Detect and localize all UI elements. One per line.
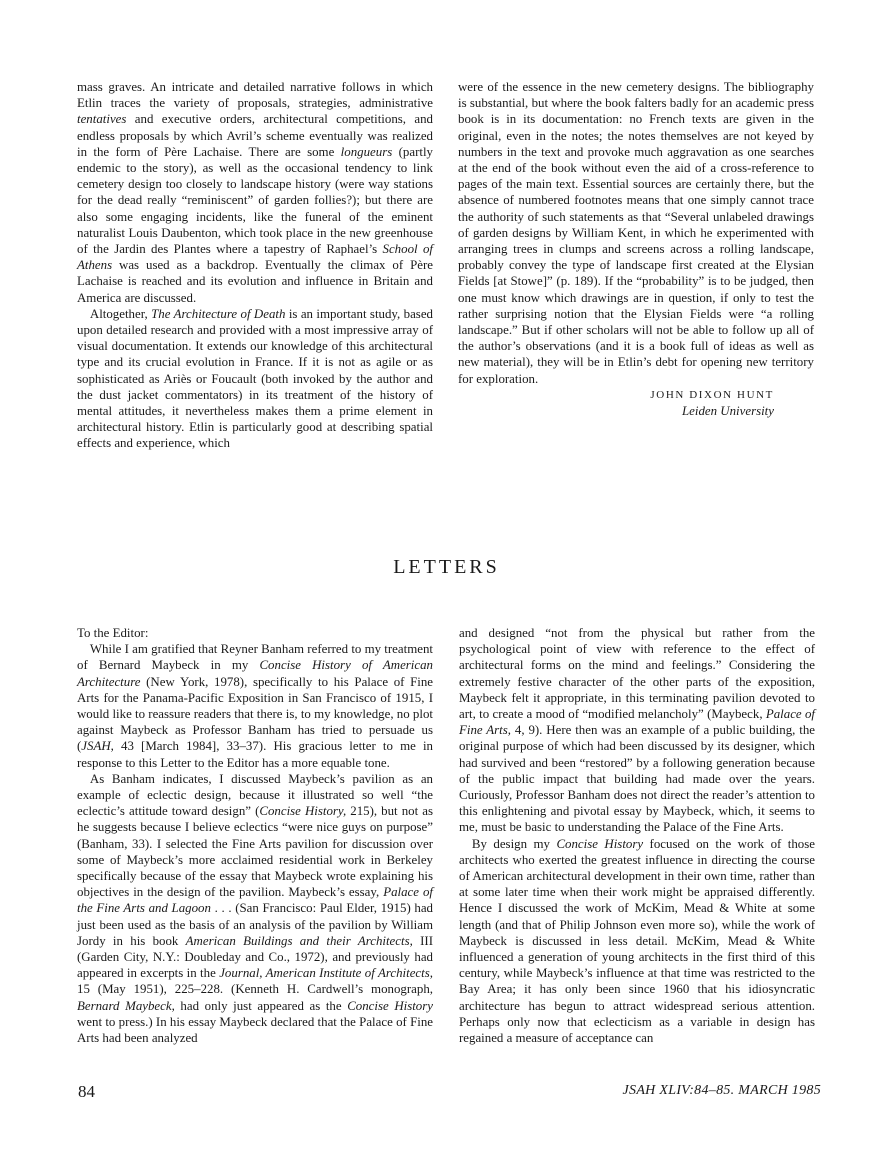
text-run: . . . (San Francisco: Paul Elder, 1915) had just been used as the basis of an analysis of the pavilion by William Jordy in his book (77, 901, 433, 948)
review-signature (458, 387, 814, 419)
text-run: were of the essence in the new cemetery designs. The bibliography is substantial, but where the book falters badly for an academic press book is in its documentation: no French texts are given in the original, even in the notes; the notes themselves are not keyed by numbers in the text and provoke much aggravation as one searches at the end of the book without even the aid of a cross-reference to pages of the main text. Essential sources are certainly there, but the absence of numbered footnotes means that one simply cannot trace the authority of such statements as that “Several unlabeled drawings of garden designs by William Kent, in which he experimented with arranging trees in clumps and screens across a rolling landscape, probably convey the type of landscape first created at the Elysian Fields [at Stowe]” (p. 189). If the “probability” is to be judged, then one must know which drawings are in question, if only to test the rather surprising notion that the Elysian Fields were “a rolling landscape.” But if other scholars will not be able to follow up all of the author’s observations (and it is a book full of ideas as well as new material), they will be in Etlin’s debt for opening new territory for exploration. (458, 80, 814, 386)
page-number: 84 (78, 1082, 95, 1101)
text-run: III (Garden City, N.Y.: Doubleday and Co., 1972), and previously had appeared in excerpts in the (77, 933, 433, 981)
italic-text: The Architecture of Death (151, 306, 286, 321)
italic-text: School of Athens (77, 242, 433, 273)
reviewer-name: JOHN DIXON HUNT (650, 388, 774, 401)
text-run: went to press.) In his essay Maybeck declared that the Palace of Fine Arts had been analyzed (77, 1014, 433, 1046)
italic-text: Concise History (347, 998, 433, 1013)
paragraph (77, 641, 433, 771)
text-run: was used as a backdrop. Eventually the climax of Père Lachaise is reached and its evolution and influence in Britain and America are discussed. (77, 258, 433, 305)
italic-text: Concise History of American Architecture (77, 658, 433, 689)
italic-text: American Buildings and their Architects, (185, 933, 413, 948)
italic-text: tentatives (77, 112, 127, 127)
paragraph (77, 771, 433, 1046)
text-run: mass graves. An intricate and detailed narrative follows in which Etlin traces the variety of proposals, strategies, administrative (77, 80, 433, 111)
paragraph (459, 625, 815, 836)
paragraph (77, 306, 433, 452)
text-run: 215), but not as he suggests because I believe eclectics “were nice guys on purpose” (Banham, 33). I selected the Fine Arts pavilion for discussion over some of Maybeck’s more acclaimed residential work in Berkeley specifically because of the essay that Maybeck wrote explaining his objectives in the design of the pavilion. Maybeck’s essay, (77, 804, 433, 900)
italic-text: Bernard Maybeck, (77, 998, 175, 1013)
text-run: is an important study, based upon detailed research and provided with a most impressive array of visual documentation. It extends our knowledge of this architectural type and its crucial evolution in France. If it is not as agile or as sophisticated as Ariès or Foucault (both invoked by the author and the dust jacket commentators) in its treatment of the history of mental attitudes, it nevertheless makes them a prime element in architectural history. Etlin is particularly good at describing spatial effects and experience, which (77, 306, 433, 451)
letter-column-right (459, 625, 815, 1046)
paragraph (77, 625, 433, 641)
paragraph (458, 79, 814, 387)
text-run: focused on the work of those architects who exerted the greatest influence in directing the course of American architectural development in their own time, rather than at some later time when their work might be appraised differently. Hence I discussed the work of McKim, Mead & White at some length (and that of Philip Johnson even more so), while the work of Maybeck is discussed in less detail. McKim, Mead & White influenced a generation of young architects in the first third of this century, while Maybeck’s influence at that time was restricted to the Bay Area; it has only been since 1960 that his idiosyncratic architecture has begun to attract widespread serious attention. Perhaps only now that eclecticism as a variable in design has regained a measure of acceptance can (459, 836, 815, 1046)
text-run: had only just appeared as the (174, 998, 348, 1013)
italic-text: longueurs (340, 144, 393, 159)
text-run: 4, 9). Here then was an example of a public building, the original purpose of which had been discussed by its designer, which had survived and been “restored” by a following generation because of the public impact that building had made over the years. Curiously, Professor Banham does not direct the reader’s attention to this enlightening and pivotal essay by Maybeck, which, it seems to me, must be basic to understanding the Palace of the Fine Arts. (459, 723, 815, 835)
paragraph (77, 79, 433, 306)
letter-column-left (77, 625, 433, 1046)
text-run: (New York, 1978), specifically to his Palace of Fine Arts for the Panama-Pacific Exposition in San Francisco of 1915, I would like to reassure readers that there is, to my knowledge, no plot against Maybeck as Professor Banham has tried to persuade us ( (77, 674, 433, 754)
italic-text: Journal, American Institute of Architects, (219, 966, 433, 981)
text-run: By design my (471, 836, 557, 851)
italic-text: Concise History (556, 836, 644, 851)
text-run: 15 (May 1951), 225–228. (Kenneth H. Cardwell’s monograph, (77, 982, 433, 997)
text-run: (partly endemic to the story), as well as the occasional tendency to link cemetery design too closely to landscape history (were way stations for the dead really “reminiscent” of garden follies?); but there are also some engaging incidents, like the funeral of the eminent naturalist Louis Daubenton, which took place in the new greenhouse of the Jardin des Plantes where a tapestry of Raphael’s (77, 144, 433, 257)
text-run: Altogether, (89, 306, 152, 321)
section-heading: LETTERS (393, 556, 500, 578)
text-run: While I am gratified that Reyner Banham referred to my treatment of Bernard Maybeck in my (77, 642, 433, 673)
journal-citation: JSAH XLIV:84–85. MARCH 1985 (622, 1083, 821, 1098)
review-column-right-body (458, 79, 814, 387)
italic-text: Concise History, (259, 804, 347, 819)
reviewer-affiliation: Leiden University (681, 404, 774, 419)
text-run: 43 [March 1984], 33–37). His gracious letter to me in response to this Letter to the Editor has a more equable tone. (77, 739, 433, 770)
text-run: and designed “not from the physical but rather from the psychological point of view with reference to the effect of architectural forms on the mind and feelings.” Considering the extremely festive character of the other parts of the exposition, Maybeck felt it appropriate, in this terminating pavilion devoted to art, to create a mood of “modified melancholy” (Maybeck, (459, 626, 815, 722)
text-run: To the Editor: (77, 626, 149, 640)
review-column-right (458, 79, 814, 419)
paragraph (459, 836, 815, 1047)
italic-text: JSAH, (81, 739, 114, 754)
text-run: As Banham indicates, I discussed Maybeck’s pavilion as an example of eclectic design, because it illustrated so well “the eclectic’s attitude toward design” ( (77, 771, 433, 819)
text-run: and executive orders, architectural competitions, and endless proposals by which Avril’s scheme eventually was realized in the form of Père Lachaise. There are some (77, 112, 433, 159)
italic-text: Palace of the Fine Arts and Lagoon (77, 885, 433, 916)
review-column-left (77, 79, 433, 452)
italic-text: Palace of Fine Arts, (459, 707, 815, 738)
